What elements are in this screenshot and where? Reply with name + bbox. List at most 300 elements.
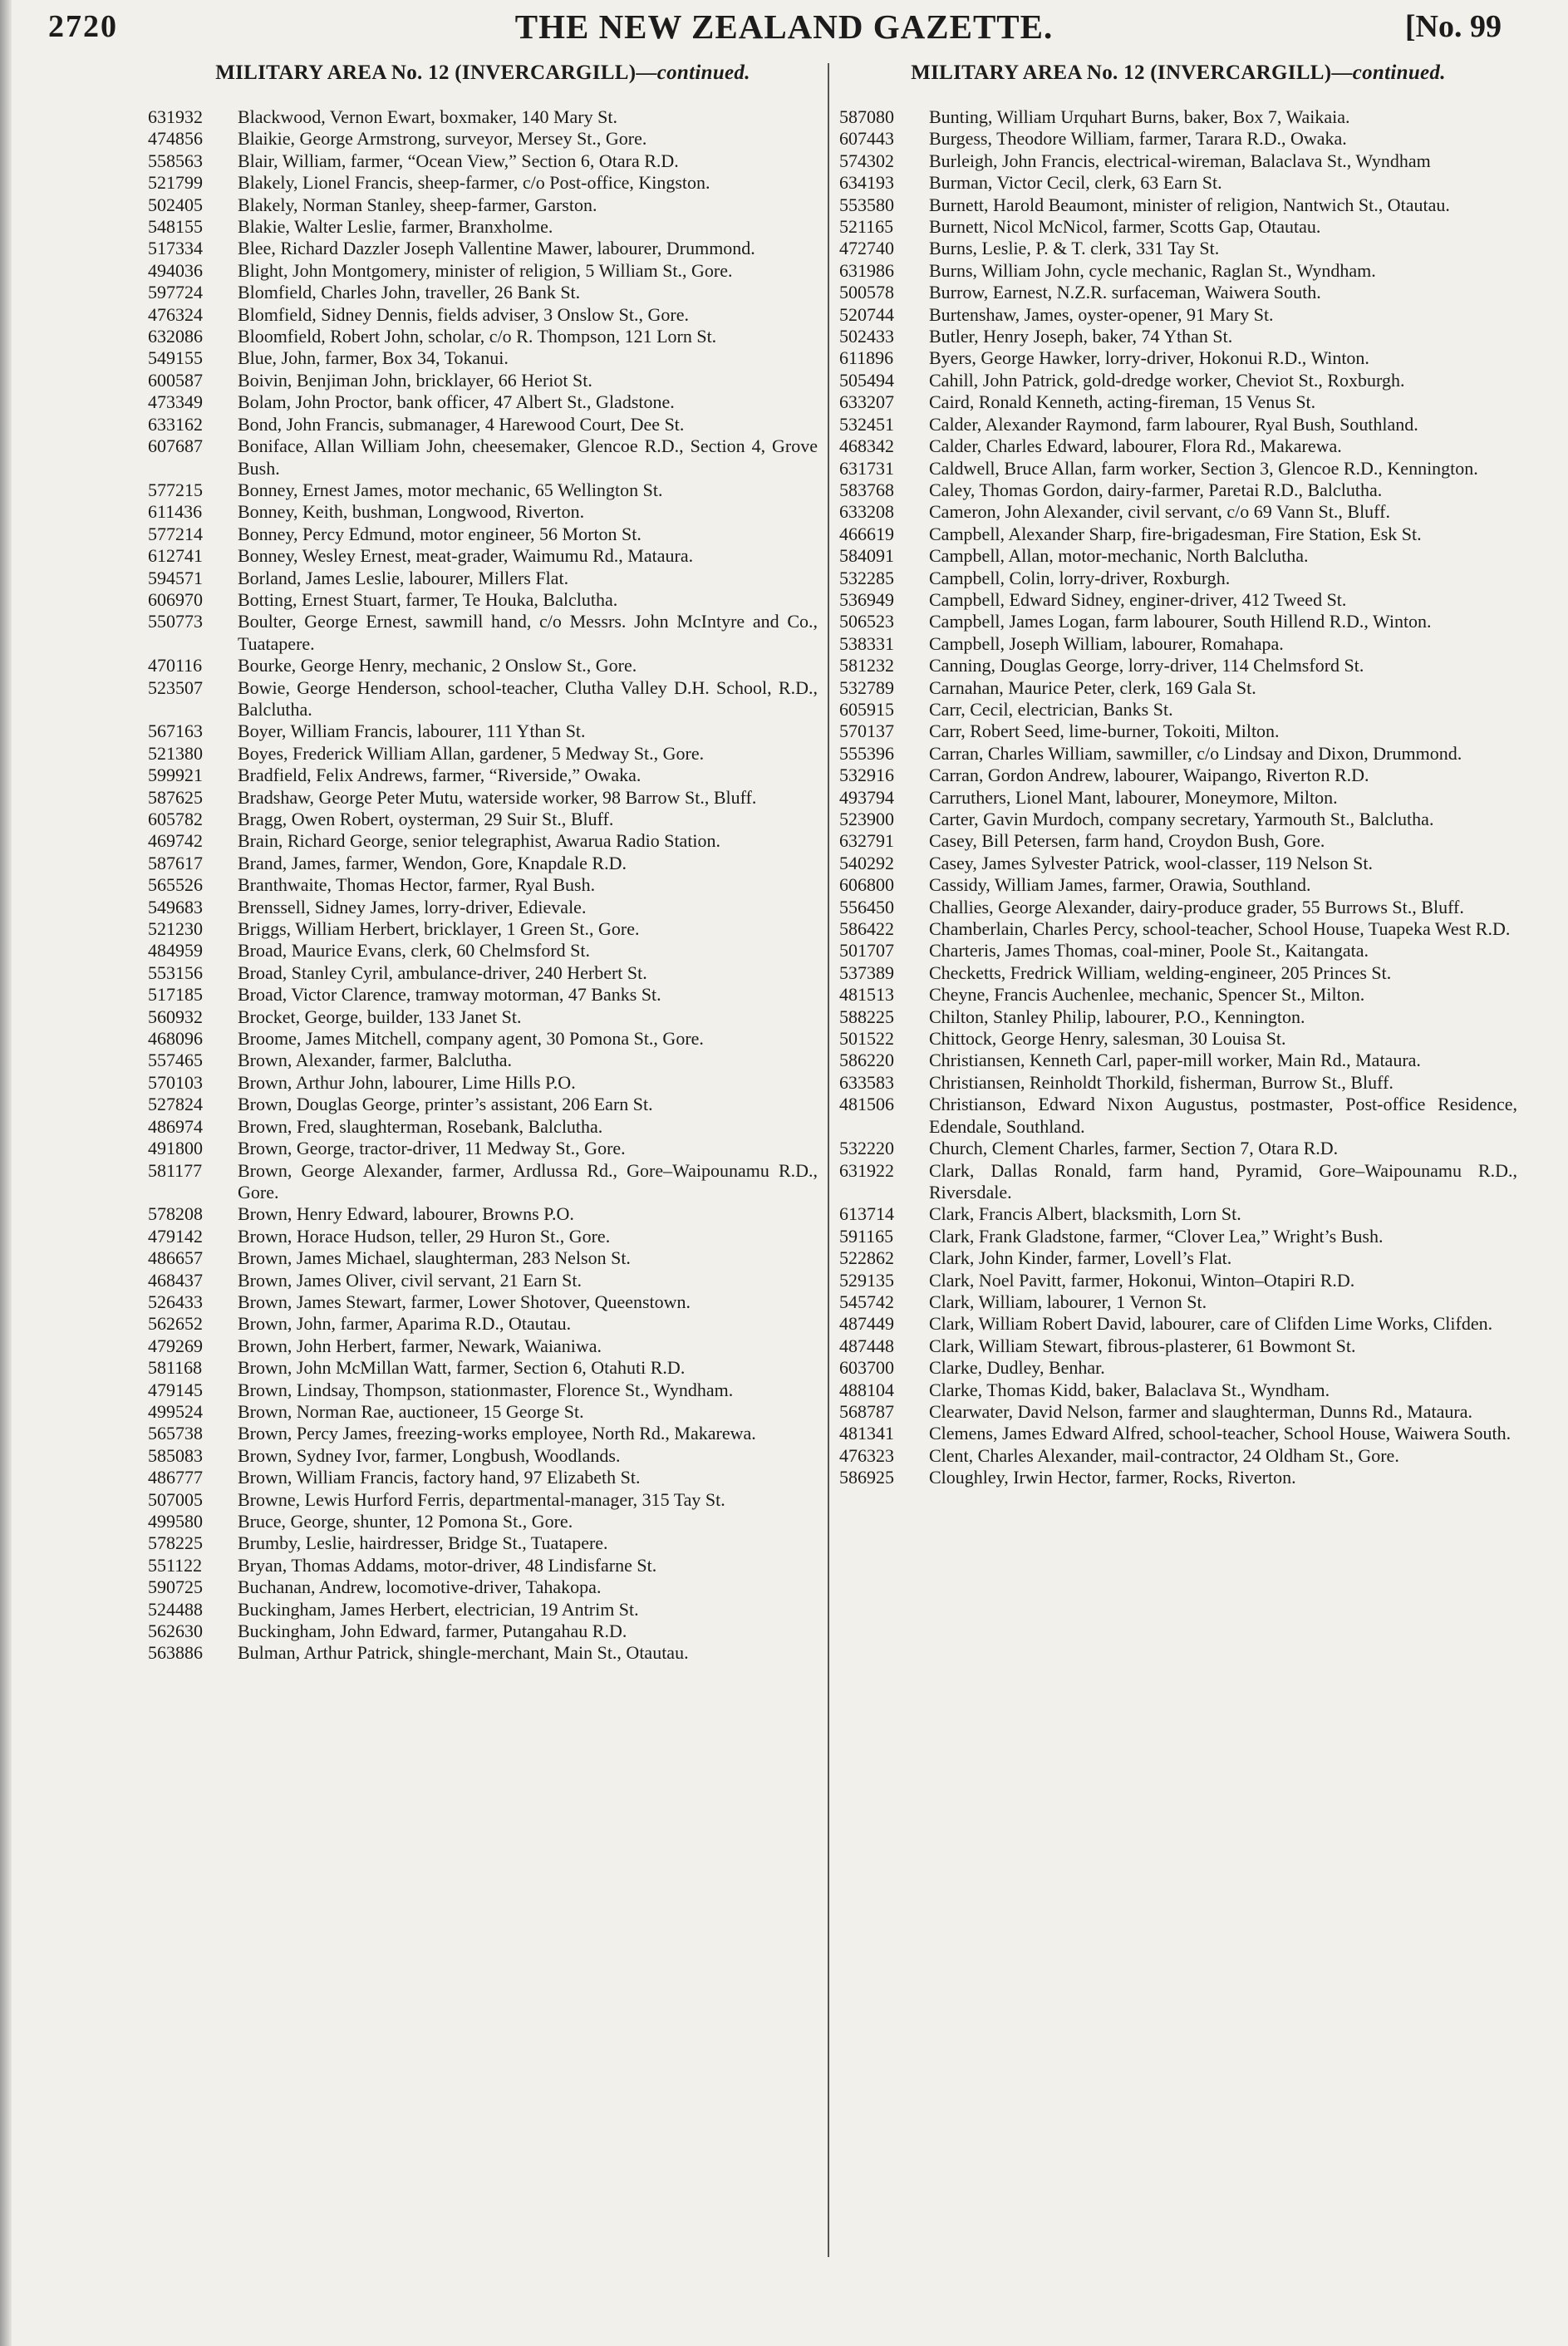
- entry-text: Boivin, Benjiman John, bricklayer, 66 Heriot St.: [238, 369, 592, 391]
- entry-text: Brown, John McMillan Watt, farmer, Section 6, Otahuti R.D.: [238, 1357, 686, 1379]
- entry-number: 466619: [839, 523, 894, 544]
- entry-number: 481506: [839, 1094, 894, 1115]
- entry-text: Caldwell, Bruce Allan, farm worker, Section 3, Glencoe R.D., Kennington.: [929, 457, 1478, 479]
- entry-text: Brown, James Oliver, civil servant, 21 Earn St.: [238, 1269, 582, 1291]
- entry-number: 486974: [148, 1115, 203, 1137]
- entry-number: 532789: [839, 676, 894, 698]
- list-item: [148, 326, 818, 347]
- list-item: [148, 1050, 818, 1071]
- entry-number: 479269: [148, 1335, 203, 1356]
- list-item: [148, 1138, 818, 1159]
- entry-number: 486777: [148, 1467, 203, 1488]
- entry-text: Campbell, Allan, motor-mechanic, North Balclutha.: [929, 545, 1309, 567]
- entry-number: 521230: [148, 918, 203, 940]
- entry-text: Clark, Frank Gladstone, farmer, “Clover Lea,” Wright’s Bush.: [929, 1225, 1384, 1247]
- list-item: [148, 1576, 818, 1598]
- list-item: [839, 391, 1517, 413]
- entry-number: 472740: [839, 238, 894, 259]
- column-heading-continued: continued.: [1352, 61, 1446, 84]
- entry-text: Clemens, James Edward Alfred, school-teacher, School House, Waiwera South.: [929, 1423, 1511, 1444]
- list-item: [839, 611, 1517, 632]
- entry-number: 476324: [148, 303, 203, 325]
- list-item: [148, 940, 818, 962]
- entry-text: Brown, George Alexander, farmer, Ardlussa Rd., Gore–Waipounamu R.D., Gore.: [238, 1159, 818, 1203]
- entry-number: 633208: [839, 501, 894, 523]
- entry-text: Carr, Cecil, electrician, Banks St.: [929, 698, 1173, 720]
- entry-text: Buckingham, John Edward, farmer, Putangahau R.D.: [238, 1621, 627, 1642]
- entry-text: Browne, Lewis Hurford Ferris, departmental-manager, 315 Tay St.: [238, 1488, 725, 1510]
- entry-number: 557465: [148, 1050, 203, 1071]
- list-item: [148, 524, 818, 545]
- list-item: [148, 545, 818, 567]
- entry-number: 521799: [148, 172, 203, 194]
- list-item: [148, 391, 818, 413]
- entry-text: Broad, Victor Clarence, tramway motorman, 47 Banks St.: [238, 984, 661, 1006]
- list-item: [148, 589, 818, 611]
- list-item: [148, 1291, 818, 1313]
- list-item: [839, 458, 1517, 480]
- entry-number: 591165: [839, 1225, 894, 1247]
- entry-number: 584091: [839, 545, 894, 567]
- list-item: [839, 677, 1517, 699]
- entry-number: 487448: [839, 1335, 894, 1356]
- entry-text: Boyer, William Francis, labourer, 111 Ythan St.: [238, 721, 586, 742]
- entry-number: 507005: [148, 1488, 203, 1510]
- list-item: [839, 830, 1517, 852]
- entry-number: 468437: [148, 1269, 203, 1291]
- entry-text: Brown, Horace Hudson, teller, 29 Huron St., Gore.: [238, 1225, 611, 1247]
- entry-number: 474856: [148, 128, 203, 150]
- list-item: [839, 1203, 1517, 1225]
- list-item: [839, 501, 1517, 523]
- entry-text: Clark, William Stewart, fibrous-plasterer, 61 Bowmont St.: [929, 1335, 1356, 1356]
- list-item: [148, 677, 818, 721]
- list-item: [839, 897, 1517, 918]
- entry-text: Brown, Arthur John, labourer, Lime Hills P.O.: [238, 1071, 576, 1093]
- entry-number: 594571: [148, 567, 203, 588]
- entry-text: Broad, Stanley Cyril, ambulance-driver, 240 Herbert St.: [238, 962, 647, 983]
- entry-number: 470116: [148, 655, 203, 676]
- entry-text: Buchanan, Andrew, locomotive-driver, Tahakopa.: [238, 1576, 602, 1598]
- entry-text: Challies, George Alexander, dairy-produce grader, 55 Burrows St., Bluff.: [929, 896, 1464, 917]
- list-item: [839, 150, 1517, 172]
- list-item: [148, 721, 818, 742]
- list-item: [148, 1642, 818, 1664]
- entry-text: Broome, James Mitchell, company agent, 30 Pomona St., Gore.: [238, 1028, 704, 1050]
- list-item: [148, 1203, 818, 1225]
- entry-number: 501707: [839, 940, 894, 962]
- list-item: [148, 370, 818, 391]
- entry-text: Brown, Norman Rae, auctioneer, 15 George St.: [238, 1400, 584, 1422]
- list-item: [148, 1335, 818, 1357]
- list-item: [839, 1423, 1517, 1444]
- entry-text: Brown, George, tractor-driver, 11 Medway St., Gore.: [238, 1138, 626, 1159]
- entry-text: Brown, James Stewart, farmer, Lower Shotover, Queenstown.: [238, 1291, 691, 1312]
- entry-text: Carr, Robert Seed, lime-burner, Tokoiti, Milton.: [929, 721, 1280, 742]
- entry-text: Carruthers, Lionel Mant, labourer, Moneymore, Milton.: [929, 786, 1338, 808]
- entry-number: 484959: [148, 940, 203, 962]
- entry-number: 521165: [839, 216, 894, 238]
- entry-number: 581168: [148, 1357, 203, 1379]
- entry-text: Calder, Charles Edward, labourer, Flora Rd., Makarewa.: [929, 435, 1342, 457]
- entry-text: Brown, Alexander, farmer, Balclutha.: [238, 1050, 512, 1071]
- entry-text: Church, Clement Charles, farmer, Section 7, Otara R.D.: [929, 1138, 1339, 1159]
- list-item: [839, 238, 1517, 259]
- entry-text: Blakie, Walter Leslie, farmer, Branxholme.: [238, 216, 553, 238]
- list-item: [148, 1226, 818, 1247]
- list-item: [148, 194, 818, 216]
- list-item: [148, 1072, 818, 1094]
- list-item: [148, 260, 818, 282]
- list-item: [148, 1094, 818, 1115]
- entry-text: Campbell, Joseph William, labourer, Romahapa.: [929, 632, 1284, 654]
- entry-text: Blackwood, Vernon Ewart, boxmaker, 140 Mary St.: [238, 106, 617, 127]
- entry-number: 577214: [148, 523, 203, 544]
- entry-text: Canning, Douglas George, lorry-driver, 114 Chelmsford St.: [929, 655, 1364, 676]
- entry-text: Campbell, Alexander Sharp, fire-brigadesman, Fire Station, Esk St.: [929, 523, 1422, 544]
- list-item: [839, 853, 1517, 874]
- entry-number: 631986: [839, 259, 894, 281]
- list-item: [148, 743, 818, 765]
- list-item: [839, 809, 1517, 830]
- entry-text: Burman, Victor Cecil, clerk, 63 Earn St.: [929, 172, 1222, 194]
- entry-number: 553156: [148, 962, 203, 983]
- entry-number: 486657: [148, 1247, 203, 1269]
- entry-text: Burrow, Earnest, N.Z.R. surfaceman, Waiwera South.: [929, 282, 1321, 303]
- entry-text: Bulman, Arthur Patrick, shingle-merchant, Main St., Otautau.: [238, 1642, 689, 1664]
- entry-number: 502433: [839, 326, 894, 347]
- entry-text: Branthwaite, Thomas Hector, farmer, Ryal Bush.: [238, 874, 596, 896]
- entry-text: Cassidy, William James, farmer, Orawia, Southland.: [929, 874, 1311, 896]
- list-item: [839, 721, 1517, 742]
- entry-text: Bolam, John Proctor, bank officer, 47 Albert St., Gladstone.: [238, 391, 675, 413]
- entry-number: 506523: [839, 611, 894, 632]
- list-item: [839, 1313, 1517, 1335]
- entry-text: Cahill, John Patrick, gold-dredge worker, Cheviot St., Roxburgh.: [929, 369, 1405, 391]
- entry-text: Buckingham, James Herbert, electrician, 19 Antrim St.: [238, 1598, 639, 1620]
- entry-number: 587617: [148, 852, 203, 873]
- entry-number: 558563: [148, 150, 203, 171]
- entry-text: Bonney, Ernest James, motor mechanic, 65 Wellington St.: [238, 479, 663, 500]
- list-item: [839, 370, 1517, 391]
- list-item: [839, 1160, 1517, 1204]
- page-header: [0, 0, 1568, 58]
- list-item: [148, 1599, 818, 1621]
- entry-text: Burtenshaw, James, oyster-opener, 91 Mary St.: [929, 303, 1274, 325]
- entry-number: 493794: [839, 786, 894, 808]
- list-item: [839, 435, 1517, 457]
- list-item: [839, 194, 1517, 216]
- entry-text: Chamberlain, Charles Percy, school-teacher, School House, Tuapeka West R.D.: [929, 918, 1511, 940]
- entry-number: 587625: [148, 786, 203, 808]
- entry-number: 479145: [148, 1379, 203, 1400]
- entry-number: 633207: [839, 391, 894, 413]
- entry-number: 550773: [148, 611, 203, 632]
- entry-number: 605915: [839, 698, 894, 720]
- entry-number: 532916: [839, 765, 894, 786]
- entry-number: 538331: [839, 632, 894, 654]
- entry-text: Carran, Charles William, sawmiller, c/o Lindsay and Dixon, Drummond.: [929, 742, 1462, 764]
- entry-number: 481341: [839, 1423, 894, 1444]
- entry-number: 499524: [148, 1400, 203, 1422]
- entry-number: 502405: [148, 194, 203, 215]
- entry-text: Brown, Sydney Ivor, farmer, Longbush, Woodlands.: [238, 1444, 621, 1466]
- entry-text: Burnett, Nicol McNicol, farmer, Scotts Gap, Otautau.: [929, 216, 1321, 238]
- entry-text: Christiansen, Reinholdt Thorkild, fisherman, Burrow St., Bluff.: [929, 1071, 1394, 1093]
- list-item: [148, 1380, 818, 1401]
- entry-text: Cheyne, Francis Auchenlee, mechanic, Spencer St., Milton.: [929, 984, 1365, 1006]
- list-item: [148, 150, 818, 172]
- list-item: [148, 1116, 818, 1138]
- entry-text: Clark, John Kinder, farmer, Lovell’s Flat.: [929, 1247, 1232, 1269]
- entry-number: 532220: [839, 1138, 894, 1159]
- entry-text: Bonney, Percy Edmund, motor engineer, 56 Morton St.: [238, 523, 641, 544]
- entry-text: Blomfield, Charles John, traveller, 26 Bank St.: [238, 282, 581, 303]
- entry-text: Blue, John, farmer, Box 34, Tokanui.: [238, 347, 509, 369]
- entry-number: 560932: [148, 1006, 203, 1027]
- list-item: [148, 1247, 818, 1269]
- entry-number: 607443: [839, 128, 894, 150]
- entry-number: 574302: [839, 150, 894, 171]
- entry-number: 491800: [148, 1138, 203, 1159]
- entry-text: Blight, John Montgomery, minister of religion, 5 William St., Gore.: [238, 259, 733, 281]
- list-item: [839, 940, 1517, 962]
- entry-number: 529135: [839, 1269, 894, 1291]
- entry-number: 563886: [148, 1642, 203, 1664]
- entry-text: Blaikie, George Armstrong, surveyor, Mersey St., Gore.: [238, 128, 647, 150]
- entry-number: 588225: [839, 1006, 894, 1027]
- entry-text: Bond, John Francis, submanager, 4 Harewood Court, Dee St.: [238, 413, 685, 435]
- entry-text: Clent, Charles Alexander, mail-contractor, 24 Oldham St., Gore.: [929, 1444, 1399, 1466]
- entry-text: Clark, William, labourer, 1 Vernon St.: [929, 1291, 1207, 1312]
- entry-text: Clarke, Thomas Kidd, baker, Balaclava St., Wyndham.: [929, 1379, 1330, 1400]
- entry-text: Christianson, Edward Nixon Augustus, postmaster, Post-office Residence, Edendale, Southland.: [929, 1094, 1517, 1137]
- entry-number: 555396: [839, 742, 894, 764]
- list-item: [839, 765, 1517, 786]
- entry-number: 501522: [839, 1028, 894, 1050]
- list-item: [839, 1028, 1517, 1050]
- entry-text: Chilton, Stanley Philip, labourer, P.O., Kennington.: [929, 1006, 1305, 1027]
- list-item: [839, 568, 1517, 589]
- entry-text: Butler, Henry Joseph, baker, 74 Ythan St.: [929, 326, 1233, 347]
- entry-number: 633162: [148, 413, 203, 435]
- entry-number: 536949: [839, 588, 894, 610]
- list-item: [148, 1401, 818, 1423]
- entry-number: 611896: [839, 347, 894, 369]
- list-item: [148, 1621, 818, 1642]
- entry-text: Brown, Lindsay, Thompson, stationmaster, Florence St., Wyndham.: [238, 1379, 734, 1400]
- list-item: [839, 874, 1517, 896]
- entry-text: Clarke, Dudley, Benhar.: [929, 1357, 1105, 1379]
- list-item: [148, 1423, 818, 1444]
- entry-text: Burns, Leslie, P. & T. clerk, 331 Tay St.: [929, 238, 1220, 259]
- list-item: [839, 128, 1517, 150]
- entry-number: 523507: [148, 676, 203, 698]
- list-item: [148, 501, 818, 523]
- entry-number: 548155: [148, 216, 203, 238]
- entry-number: 587080: [839, 106, 894, 127]
- entry-text: Blomfield, Sidney Dennis, fields adviser, 3 Onslow St., Gore.: [238, 303, 689, 325]
- column-heading: [839, 61, 1517, 85]
- entry-number: 520744: [839, 303, 894, 325]
- list-item: [148, 765, 818, 786]
- entry-number: 562652: [148, 1313, 203, 1335]
- entry-number: 600587: [148, 369, 203, 391]
- entry-number: 581177: [148, 1159, 203, 1181]
- list-item: [148, 568, 818, 589]
- entry-number: 599921: [148, 765, 203, 786]
- entry-number: 517334: [148, 238, 203, 259]
- entry-number: 524488: [148, 1598, 203, 1620]
- entry-number: 606970: [148, 588, 203, 610]
- entry-text: Checketts, Fredrick William, welding-engineer, 205 Princes St.: [929, 962, 1392, 983]
- entry-number: 532451: [839, 413, 894, 435]
- entry-text: Boulter, George Ernest, sawmill hand, c/o Messrs. John McIntyre and Co., Tuatapere.: [238, 611, 818, 654]
- entry-text: Bradfield, Felix Andrews, farmer, “Riverside,” Owaka.: [238, 765, 641, 786]
- list-item: [839, 216, 1517, 238]
- entry-number: 631932: [148, 106, 203, 127]
- entry-number: 586422: [839, 918, 894, 940]
- entry-text: Calder, Alexander Raymond, farm labourer, Ryal Bush, Southland.: [929, 413, 1418, 435]
- list-item: [148, 414, 818, 435]
- list-item: [148, 1511, 818, 1532]
- entry-text: Cloughley, Irwin Hector, farmer, Rocks, Riverton.: [929, 1467, 1296, 1488]
- list-item: [839, 414, 1517, 435]
- list-item: [148, 1028, 818, 1050]
- entry-number: 586925: [839, 1467, 894, 1488]
- entry-text: Brown, John, farmer, Aparima R.D., Otautau.: [238, 1313, 572, 1335]
- entry-number: 549155: [148, 347, 203, 369]
- list-item: [148, 1313, 818, 1335]
- column-heading: [148, 61, 818, 85]
- entry-number: 545742: [839, 1291, 894, 1312]
- entry-number: 562630: [148, 1621, 203, 1642]
- entry-text: Clark, Francis Albert, blacksmith, Lorn St.: [929, 1203, 1241, 1225]
- list-item: [148, 128, 818, 150]
- entry-text: Bonney, Keith, bushman, Longwood, Riverton.: [238, 501, 585, 523]
- list-item: [839, 1138, 1517, 1159]
- list-item: [148, 897, 818, 918]
- entry-text: Byers, George Hawker, lorry-driver, Hokonui R.D., Winton.: [929, 347, 1369, 369]
- list-item: [148, 282, 818, 303]
- entry-number: 468096: [148, 1028, 203, 1050]
- list-item: [839, 326, 1517, 347]
- list-item: [148, 874, 818, 896]
- entry-number: 611436: [148, 501, 203, 523]
- entry-text: Bruce, George, shunter, 12 Pomona St., Gore.: [238, 1511, 573, 1532]
- entry-number: 590725: [148, 1576, 203, 1598]
- entry-number: 521380: [148, 742, 203, 764]
- list-item: [148, 809, 818, 830]
- entry-number: 481513: [839, 984, 894, 1006]
- list-item: [148, 830, 818, 852]
- list-item: [839, 1357, 1517, 1379]
- list-item: [839, 1401, 1517, 1423]
- entry-number: 612741: [148, 545, 203, 567]
- list-item: [839, 1445, 1517, 1467]
- entry-text: Blakely, Norman Stanley, sheep-farmer, Garston.: [238, 194, 597, 215]
- list-item: [148, 918, 818, 940]
- entry-number: 597724: [148, 282, 203, 303]
- list-item: [148, 1270, 818, 1291]
- entry-text: Brand, James, farmer, Wendon, Gore, Knapdale R.D.: [238, 852, 627, 873]
- entry-text: Carnahan, Maurice Peter, clerk, 169 Gala St.: [929, 676, 1256, 698]
- entry-number: 603700: [839, 1357, 894, 1379]
- list-item: [148, 1489, 818, 1511]
- entry-text: Botting, Ernest Stuart, farmer, Te Houka, Balclutha.: [238, 588, 618, 610]
- entry-number: 568787: [839, 1400, 894, 1422]
- list-item: [148, 853, 818, 874]
- entry-text: Charteris, James Thomas, coal-miner, Poole St., Kaitangata.: [929, 940, 1369, 962]
- list-item: [839, 743, 1517, 765]
- entry-text: Caley, Thomas Gordon, dairy-farmer, Paretai R.D., Balclutha.: [929, 479, 1383, 500]
- list-item: [148, 787, 818, 809]
- page-edge: [0, 0, 12, 2346]
- list-item: [839, 589, 1517, 611]
- gazette-title: THE NEW ZEALAND GAZETTE.: [514, 7, 1054, 46]
- list-item: [148, 347, 818, 369]
- list-item: [148, 238, 818, 259]
- entry-number: 633583: [839, 1071, 894, 1093]
- entry-text: Brocket, George, builder, 133 Janet St.: [238, 1006, 522, 1027]
- issue-number: [No. 99: [1404, 9, 1502, 44]
- list-item: [148, 1532, 818, 1554]
- list-item: [148, 962, 818, 984]
- entry-number: 487449: [839, 1313, 894, 1335]
- entry-number: 570103: [148, 1071, 203, 1093]
- list-item: [839, 984, 1517, 1006]
- entry-text: Brown, Fred, slaughterman, Rosebank, Balclutha.: [238, 1115, 603, 1137]
- list-item: [148, 1445, 818, 1467]
- list-item: [148, 1006, 818, 1028]
- entry-text: Bradshaw, George Peter Mutu, waterside worker, 98 Barrow St., Bluff.: [238, 786, 757, 808]
- entry-number: 556450: [839, 896, 894, 917]
- entry-text: Boyes, Frederick William Allan, gardener, 5 Medway St., Gore.: [238, 742, 705, 764]
- entry-number: 476323: [839, 1444, 894, 1466]
- list-item: [839, 1291, 1517, 1313]
- entry-text: Burns, William John, cycle mechanic, Raglan St., Wyndham.: [929, 259, 1376, 281]
- entry-number: 540292: [839, 852, 894, 873]
- entry-number: 488104: [839, 1379, 894, 1400]
- entry-list: [148, 106, 818, 1665]
- list-item: [839, 260, 1517, 282]
- entry-number: 583768: [839, 479, 894, 500]
- entry-number: 631922: [839, 1159, 894, 1181]
- entry-number: 469742: [148, 830, 203, 852]
- entry-text: Burgess, Theodore William, farmer, Tarara R.D., Owaka.: [929, 128, 1347, 150]
- list-item: [148, 655, 818, 676]
- list-item: [839, 962, 1517, 984]
- list-item: [839, 1050, 1517, 1071]
- list-item: [148, 304, 818, 326]
- list-item: [839, 1226, 1517, 1247]
- entry-text: Brown, William Francis, factory hand, 97 Elizabeth St.: [238, 1467, 641, 1488]
- entry-number: 567163: [148, 721, 203, 742]
- entry-text: Brown, Douglas George, printer’s assistant, 206 Earn St.: [238, 1094, 653, 1115]
- entry-number: 613714: [839, 1203, 894, 1225]
- entry-text: Cameron, John Alexander, civil servant, c/o 69 Vann St., Bluff.: [929, 501, 1390, 523]
- entry-text: Campbell, Edward Sidney, enginer-driver, 412 Tweed St.: [929, 588, 1347, 610]
- list-item: [148, 172, 818, 194]
- entry-text: Campbell, Colin, lorry-driver, Roxburgh.: [929, 567, 1231, 588]
- list-item: [148, 1160, 818, 1204]
- entry-text: Bloomfield, Robert John, scholar, c/o R. Thompson, 121 Lorn St.: [238, 326, 717, 347]
- entry-text: Bonney, Wesley Ernest, meat-grader, Waimumu Rd., Mataura.: [238, 545, 694, 567]
- entry-number: 577215: [148, 479, 203, 500]
- entry-text: Bunting, William Urquhart Burns, baker, Box 7, Waikaia.: [929, 106, 1350, 127]
- entry-text: Broad, Maurice Evans, clerk, 60 Chelmsford St.: [238, 940, 591, 962]
- entry-number: 606800: [839, 874, 894, 896]
